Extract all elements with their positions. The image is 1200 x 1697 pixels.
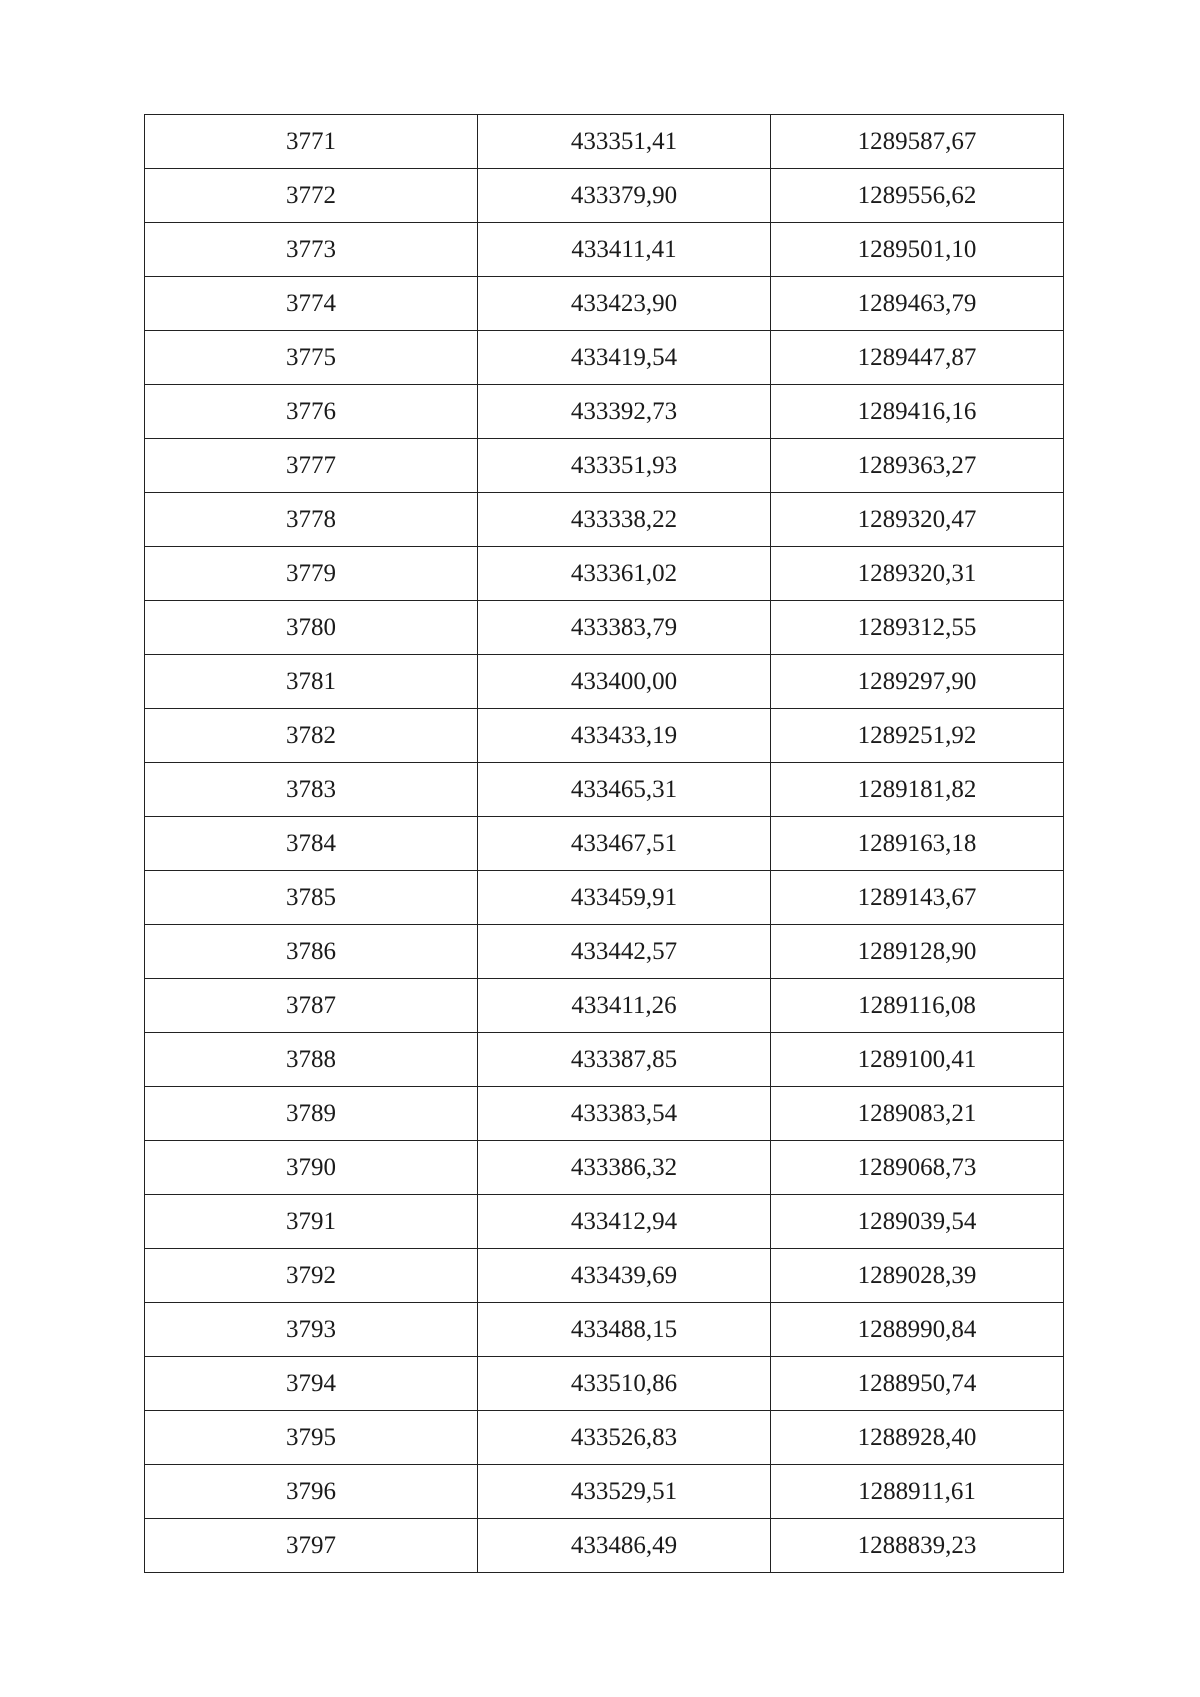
table-row xyxy=(145,277,1064,331)
coordinates-table-body xyxy=(145,115,1064,1573)
point-number-cell: 3793 xyxy=(145,1303,478,1357)
y-coordinate-cell: 1289587,67 xyxy=(771,115,1064,169)
y-coordinate-cell: 1289116,08 xyxy=(771,979,1064,1033)
x-coordinate-cell: 433459,91 xyxy=(478,871,771,925)
y-coordinate-cell: 1289363,27 xyxy=(771,439,1064,493)
x-coordinate-cell: 433467,51 xyxy=(478,817,771,871)
point-number-cell: 3785 xyxy=(145,871,478,925)
y-coordinate-cell: 1288911,61 xyxy=(771,1465,1064,1519)
y-coordinate-cell: 1289028,39 xyxy=(771,1249,1064,1303)
y-coordinate-cell: 1289447,87 xyxy=(771,331,1064,385)
x-coordinate-cell: 433526,83 xyxy=(478,1411,771,1465)
point-number-cell: 3783 xyxy=(145,763,478,817)
point-number-cell: 3782 xyxy=(145,709,478,763)
point-number-cell: 3787 xyxy=(145,979,478,1033)
table-row xyxy=(145,331,1064,385)
point-number-cell: 3775 xyxy=(145,331,478,385)
table-row xyxy=(145,1357,1064,1411)
y-coordinate-cell: 1289251,92 xyxy=(771,709,1064,763)
x-coordinate-cell: 433442,57 xyxy=(478,925,771,979)
y-coordinate-cell: 1289501,10 xyxy=(771,223,1064,277)
table-row xyxy=(145,547,1064,601)
point-number-cell: 3797 xyxy=(145,1519,478,1573)
table-row xyxy=(145,115,1064,169)
y-coordinate-cell: 1289039,54 xyxy=(771,1195,1064,1249)
point-number-cell: 3788 xyxy=(145,1033,478,1087)
x-coordinate-cell: 433386,32 xyxy=(478,1141,771,1195)
point-number-cell: 3791 xyxy=(145,1195,478,1249)
table-row xyxy=(145,979,1064,1033)
table-row xyxy=(145,655,1064,709)
point-number-cell: 3774 xyxy=(145,277,478,331)
table-row xyxy=(145,385,1064,439)
point-number-cell: 3790 xyxy=(145,1141,478,1195)
table-row xyxy=(145,1303,1064,1357)
table-row xyxy=(145,1465,1064,1519)
table-row xyxy=(145,817,1064,871)
table-row xyxy=(145,1519,1064,1573)
x-coordinate-cell: 433400,00 xyxy=(478,655,771,709)
point-number-cell: 3794 xyxy=(145,1357,478,1411)
x-coordinate-cell: 433379,90 xyxy=(478,169,771,223)
table-row xyxy=(145,223,1064,277)
point-number-cell: 3796 xyxy=(145,1465,478,1519)
table-row xyxy=(145,925,1064,979)
x-coordinate-cell: 433433,19 xyxy=(478,709,771,763)
x-coordinate-cell: 433338,22 xyxy=(478,493,771,547)
table-row xyxy=(145,1033,1064,1087)
y-coordinate-cell: 1288839,23 xyxy=(771,1519,1064,1573)
point-number-cell: 3789 xyxy=(145,1087,478,1141)
x-coordinate-cell: 433411,26 xyxy=(478,979,771,1033)
point-number-cell: 3778 xyxy=(145,493,478,547)
x-coordinate-cell: 433351,41 xyxy=(478,115,771,169)
point-number-cell: 3771 xyxy=(145,115,478,169)
table-row xyxy=(145,709,1064,763)
table-row xyxy=(145,439,1064,493)
table-row xyxy=(145,871,1064,925)
y-coordinate-cell: 1289416,16 xyxy=(771,385,1064,439)
y-coordinate-cell: 1289128,90 xyxy=(771,925,1064,979)
y-coordinate-cell: 1289320,47 xyxy=(771,493,1064,547)
y-coordinate-cell: 1289100,41 xyxy=(771,1033,1064,1087)
y-coordinate-cell: 1289463,79 xyxy=(771,277,1064,331)
point-number-cell: 3776 xyxy=(145,385,478,439)
point-number-cell: 3786 xyxy=(145,925,478,979)
x-coordinate-cell: 433392,73 xyxy=(478,385,771,439)
y-coordinate-cell: 1289068,73 xyxy=(771,1141,1064,1195)
point-number-cell: 3792 xyxy=(145,1249,478,1303)
y-coordinate-cell: 1289556,62 xyxy=(771,169,1064,223)
point-number-cell: 3779 xyxy=(145,547,478,601)
table-row xyxy=(145,601,1064,655)
x-coordinate-cell: 433423,90 xyxy=(478,277,771,331)
y-coordinate-cell: 1289143,67 xyxy=(771,871,1064,925)
table-row xyxy=(145,1141,1064,1195)
point-number-cell: 3780 xyxy=(145,601,478,655)
point-number-cell: 3784 xyxy=(145,817,478,871)
point-number-cell: 3777 xyxy=(145,439,478,493)
y-coordinate-cell: 1289312,55 xyxy=(771,601,1064,655)
y-coordinate-cell: 1289163,18 xyxy=(771,817,1064,871)
y-coordinate-cell: 1288990,84 xyxy=(771,1303,1064,1357)
y-coordinate-cell: 1289083,21 xyxy=(771,1087,1064,1141)
table-row xyxy=(145,1249,1064,1303)
x-coordinate-cell: 433387,85 xyxy=(478,1033,771,1087)
table-row xyxy=(145,1195,1064,1249)
y-coordinate-cell: 1289181,82 xyxy=(771,763,1064,817)
x-coordinate-cell: 433383,54 xyxy=(478,1087,771,1141)
x-coordinate-cell: 433529,51 xyxy=(478,1465,771,1519)
table-row xyxy=(145,169,1064,223)
table-row xyxy=(145,763,1064,817)
x-coordinate-cell: 433488,15 xyxy=(478,1303,771,1357)
x-coordinate-cell: 433361,02 xyxy=(478,547,771,601)
table-row xyxy=(145,1411,1064,1465)
y-coordinate-cell: 1289297,90 xyxy=(771,655,1064,709)
x-coordinate-cell: 433383,79 xyxy=(478,601,771,655)
x-coordinate-cell: 433486,49 xyxy=(478,1519,771,1573)
y-coordinate-cell: 1289320,31 xyxy=(771,547,1064,601)
x-coordinate-cell: 433419,54 xyxy=(478,331,771,385)
x-coordinate-cell: 433411,41 xyxy=(478,223,771,277)
y-coordinate-cell: 1288950,74 xyxy=(771,1357,1064,1411)
y-coordinate-cell: 1288928,40 xyxy=(771,1411,1064,1465)
point-number-cell: 3772 xyxy=(145,169,478,223)
x-coordinate-cell: 433439,69 xyxy=(478,1249,771,1303)
x-coordinate-cell: 433510,86 xyxy=(478,1357,771,1411)
table-row xyxy=(145,493,1064,547)
point-number-cell: 3795 xyxy=(145,1411,478,1465)
x-coordinate-cell: 433465,31 xyxy=(478,763,771,817)
point-number-cell: 3781 xyxy=(145,655,478,709)
point-number-cell: 3773 xyxy=(145,223,478,277)
table-row xyxy=(145,1087,1064,1141)
x-coordinate-cell: 433351,93 xyxy=(478,439,771,493)
coordinates-table xyxy=(144,114,1064,1573)
x-coordinate-cell: 433412,94 xyxy=(478,1195,771,1249)
